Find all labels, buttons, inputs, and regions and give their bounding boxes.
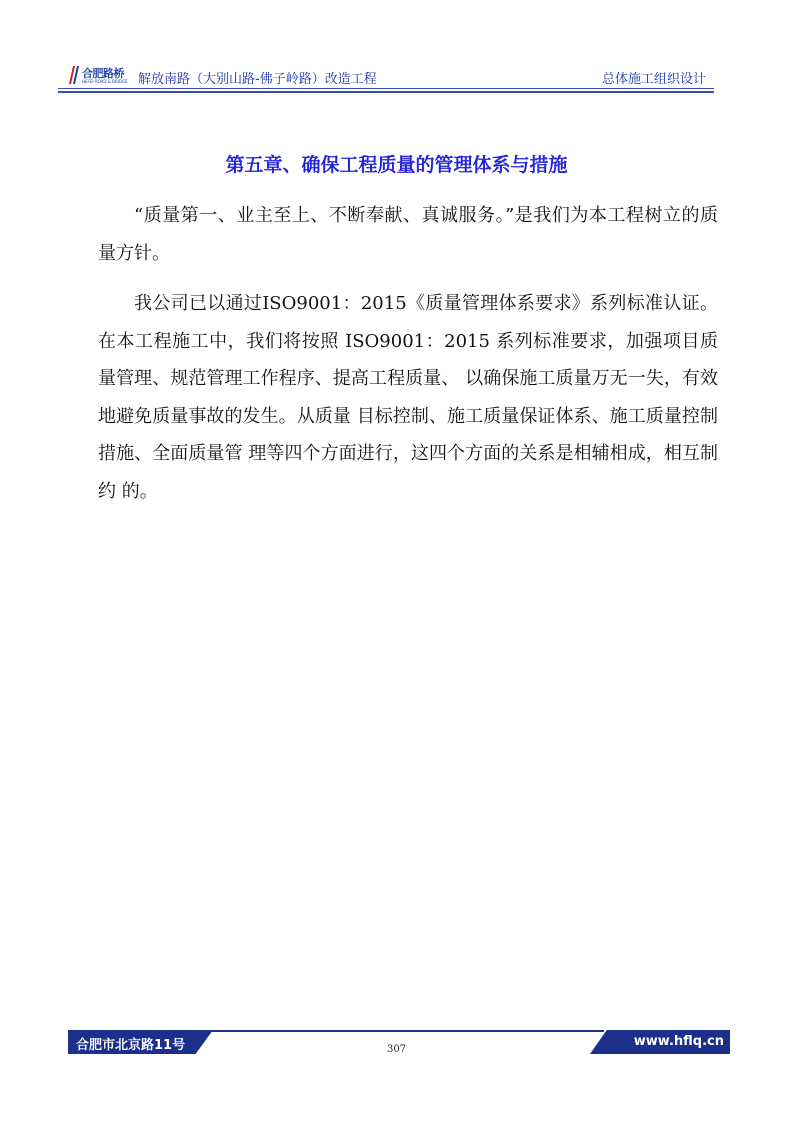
chapter-title: 第五章、确保工程质量的管理体系与措施 (225, 154, 568, 176)
paragraph-iso-certification: 我公司已以通过ISO9001：2015《质量管理体系要求》系列标准认证。在本工程施工中，我们将按照 ISO9001：2015 系列标准要求，加强项目质量管理、规范管理工作程序、提高工程质量、 以确保施工质量万无一失，有效地避免质量事故的发生。从质量 目标控制、施工质量保证体系、施工质量控制措施、全面质量管 理等四个方面进行，这四个方面的关系是相辅相成，相互制约 的。 (98, 293, 718, 502)
paragraph-quality-policy: “质量第一、业主至上、不断奉献、真诚服务。”是我们为本工程树立的质量方针。 (98, 205, 718, 264)
header-divider-thick (58, 91, 714, 93)
footer-address: 合肥市北京路11号 (76, 1038, 186, 1053)
header-divider (58, 88, 714, 89)
page-number: 307 (386, 1044, 407, 1055)
logo-text: 合肥路桥 (82, 67, 124, 80)
footer-divider (204, 1030, 604, 1032)
company-logo (68, 63, 128, 89)
logo-mark-icon (68, 65, 80, 85)
page-header (58, 58, 714, 92)
project-title: 解放南路（大别山路-佛子岭路）改造工程 (138, 72, 377, 87)
logo-subtext: HEFEI ROAD & BRIDGE (82, 79, 128, 84)
footer-website: www.hflq.cn (633, 1034, 724, 1049)
document-title: 总体施工组织设计 (601, 72, 706, 87)
